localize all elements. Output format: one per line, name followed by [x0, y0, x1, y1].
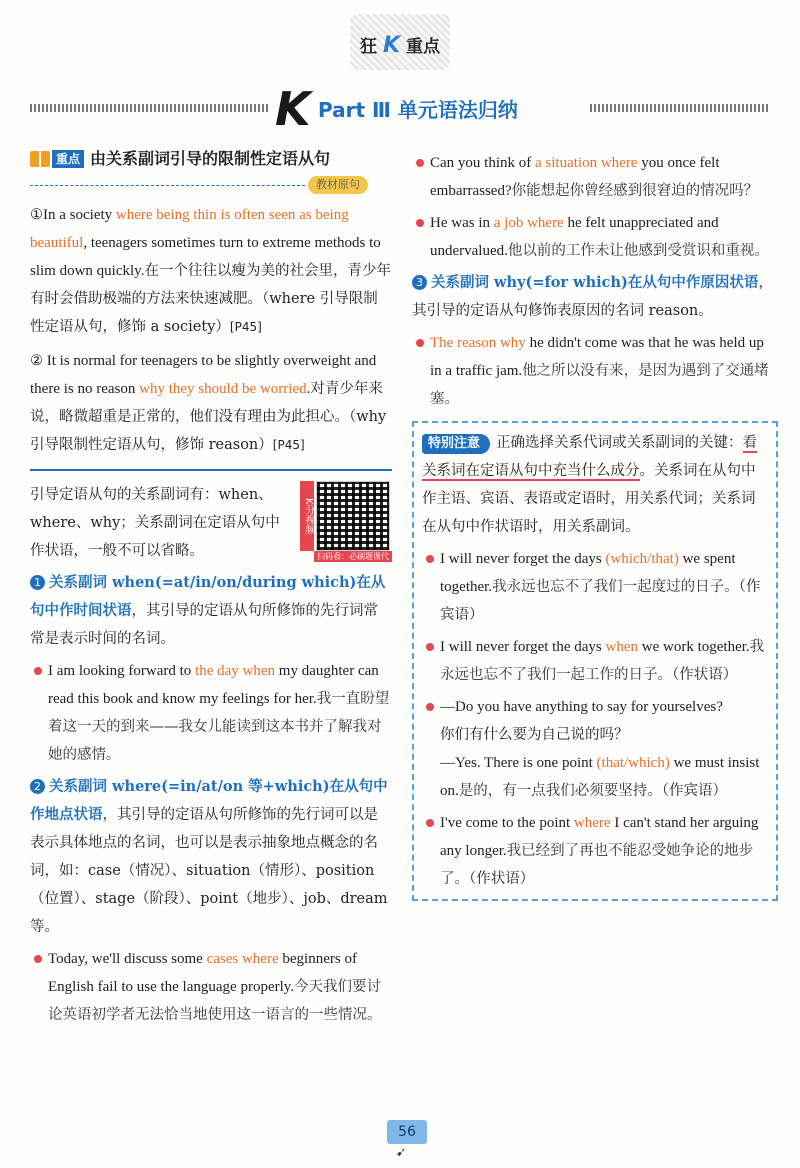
- intro-paragraph: [30, 481, 392, 572]
- intro-text: 引导定语从句的关系副词有：when、where、why；关系副词在定语从句中作状语，一般不可以省略。: [30, 487, 280, 559]
- rule-text: ，其引导的定语从句所修饰的先行词可以是表示具体地点的名词，也可以是表示抽象地点概念的名词，如：case（情况）、situation（情形）、position（位置）、stage（阶段）、point（地步）、job、dream 等。: [30, 807, 388, 935]
- list-item: [422, 809, 768, 893]
- text: He was in: [430, 215, 494, 231]
- question: —Do you have anything to say for yourselves?: [440, 699, 723, 715]
- text: we must insist on.: [440, 755, 760, 799]
- highlight: where: [573, 815, 611, 831]
- example-2: [30, 347, 392, 459]
- grammar-note: （why 引导限制性定语从句，修饰 reason）: [30, 409, 387, 453]
- highlight: when: [605, 639, 639, 655]
- qr-side-label: K分视频: [300, 481, 314, 551]
- translation: 我永远也忘不了我们一起工作的日子。: [440, 639, 765, 683]
- rule-2: [30, 773, 392, 941]
- rule-number: 1: [30, 575, 45, 590]
- text: Today, we'll discuss some: [48, 951, 207, 967]
- text: I will never forget the days: [440, 639, 606, 655]
- text: I am looking forward to: [48, 663, 196, 679]
- highlight: a situation where: [535, 155, 638, 171]
- qr-image[interactable]: [316, 481, 390, 551]
- translation: 你能想起你曾经感到很窘迫的情况吗？: [511, 183, 759, 199]
- dotted-divider: [590, 104, 770, 112]
- rule-text: ，其引导的定语从句修饰表原因的名词 reason。: [412, 275, 773, 319]
- rule-number: 2: [30, 779, 45, 794]
- highlight: a job where: [493, 215, 564, 231]
- section-heading: [30, 145, 392, 173]
- note-key-point: 看关系词在定语从句中充当什么成分: [422, 435, 758, 479]
- rule-heading: 关系副词 when(=at/in/on/during which)在从句中作时间状语: [30, 574, 386, 619]
- highlight: where being thin is often seen as being beautiful: [30, 207, 349, 251]
- text: we work together.: [638, 639, 750, 655]
- translation: 我已经到了再也不能忍受她争论的地步了。: [440, 843, 754, 887]
- k-logo-icon: K: [275, 82, 311, 136]
- text: In a society: [43, 207, 116, 223]
- translation: 你们有什么要为自己说的吗？: [440, 727, 629, 743]
- text: Can you think of: [430, 155, 535, 171]
- list-item: [30, 657, 392, 769]
- text: he felt unappreciated and undervalued.: [430, 215, 719, 259]
- page-number: 56: [387, 1120, 427, 1144]
- part-title: Part Ⅲ 单元语法归纳: [318, 98, 518, 122]
- example-number: ①: [30, 207, 43, 223]
- translation: 在一个往往以瘦为美的社会里，青少年有时会借助极端的方法来快速减肥。: [30, 263, 391, 307]
- text: —Yes. There is one point: [440, 755, 597, 771]
- list-item: [412, 149, 778, 205]
- text: we spent together.: [440, 551, 736, 595]
- logo-left: 狂: [360, 37, 378, 57]
- special-note-box: [412, 421, 778, 901]
- example-1: [30, 201, 392, 341]
- translation: 是的，有一点我们必须要坚持。: [458, 783, 662, 799]
- rule-1: [30, 569, 392, 653]
- top-logo: [340, 14, 460, 74]
- highlight: the day when: [195, 663, 276, 679]
- textbook-tag: 教材原句: [308, 176, 368, 194]
- text: beginners of English fail to use the language properly.: [48, 951, 357, 995]
- qr-code[interactable]: [300, 481, 392, 572]
- text: I've come to the point: [440, 815, 574, 831]
- special-note-tag: 特别注意: [422, 434, 490, 454]
- example-number: ②: [30, 353, 43, 369]
- highlight: why they should be worried: [139, 381, 307, 397]
- logo-k: K: [382, 33, 401, 58]
- translation: 他之所以没有来，是因为遇到了交通堵塞。: [430, 363, 769, 407]
- section-divider: [30, 469, 392, 471]
- list-item: [30, 945, 392, 1029]
- left-column: [30, 145, 392, 1029]
- list-item: [422, 545, 768, 629]
- rule-3: [412, 269, 778, 325]
- highlight: cases where: [206, 951, 279, 967]
- part-header: [30, 82, 770, 136]
- text: my daughter can read this book and know my feelings for her.: [48, 663, 379, 707]
- right-column: [412, 145, 778, 901]
- translation: 我一直盼望着这一天的到来——我女儿能读到这本书并了解我对她的感情。: [48, 691, 390, 763]
- translation: 今天我们要讨论英语初学者无法恰当地使用这一语言的一些情况。: [48, 979, 382, 1023]
- note-text: [422, 429, 768, 541]
- text: It is normal for teenagers to be slightly overweight and there is no reason: [30, 353, 377, 397]
- book-icon: [30, 151, 50, 167]
- bird-icon: ➹: [396, 1145, 407, 1159]
- page-ref: [P45]: [272, 438, 305, 452]
- page-ref: [P45]: [229, 320, 262, 334]
- translation: 我永远也忘不了我们一起度过的日子。: [492, 579, 739, 595]
- logo-right: 重点: [405, 37, 440, 57]
- list-item: [412, 329, 778, 413]
- highlight: The reason why: [430, 335, 526, 351]
- list-item: [422, 693, 768, 805]
- note-body: 。关系词在从句中作主语、宾语、表语或定语时，用关系代词；关系词在从句中作状语时，用关系副词。: [422, 463, 756, 535]
- function-label: （作状语）: [672, 667, 738, 683]
- grammar-note: （where 引导限制性定语从句，修饰 a society）: [30, 291, 378, 335]
- text: he didn't come was that he was held up in a traffic jam.: [430, 335, 764, 379]
- highlight: (that/which): [596, 755, 670, 771]
- dotted-divider: [30, 104, 270, 112]
- text: , teenagers sometimes turn to extreme methods to slim down quickly.: [30, 235, 381, 279]
- translation: 他以前的工作未让他感到受赏识和重视。: [507, 243, 769, 259]
- text: I can't stand her arguing any longer.: [440, 815, 759, 859]
- function-label: （作宾语）: [440, 579, 761, 623]
- function-label: （作状语）: [469, 871, 535, 887]
- text: I will never forget the days: [440, 551, 606, 567]
- qr-caption: 扫码看：必刷题课代表: [314, 551, 392, 562]
- section-title: 由关系副词引导的限制性定语从句: [90, 149, 331, 168]
- list-item: [422, 633, 768, 689]
- rule-heading: 关系副词 why(=for which)在从句中作原因状语: [431, 274, 759, 291]
- text: you once felt embarrassed?: [430, 155, 720, 199]
- rule-number: 3: [412, 275, 427, 290]
- text: .: [306, 381, 311, 397]
- textbook-sentence-marker: [30, 175, 392, 195]
- highlight: (which/that): [605, 551, 679, 567]
- rule-text: ，其引导的定语从句所修饰的先行词常常是表示时间的名词。: [30, 603, 378, 647]
- list-item: [412, 209, 778, 265]
- key-tag: 重点: [52, 150, 84, 168]
- translation: 对青少年来说，略微超重是正常的，他们没有理由为此担心。: [30, 381, 383, 425]
- function-label: （作宾语）: [661, 783, 727, 799]
- note-lead: 正确选择关系代词或关系副词的关键：: [496, 435, 743, 451]
- rule-heading: 关系副词 where(=in/at/on 等+which)在从句中作地点状语: [30, 778, 388, 823]
